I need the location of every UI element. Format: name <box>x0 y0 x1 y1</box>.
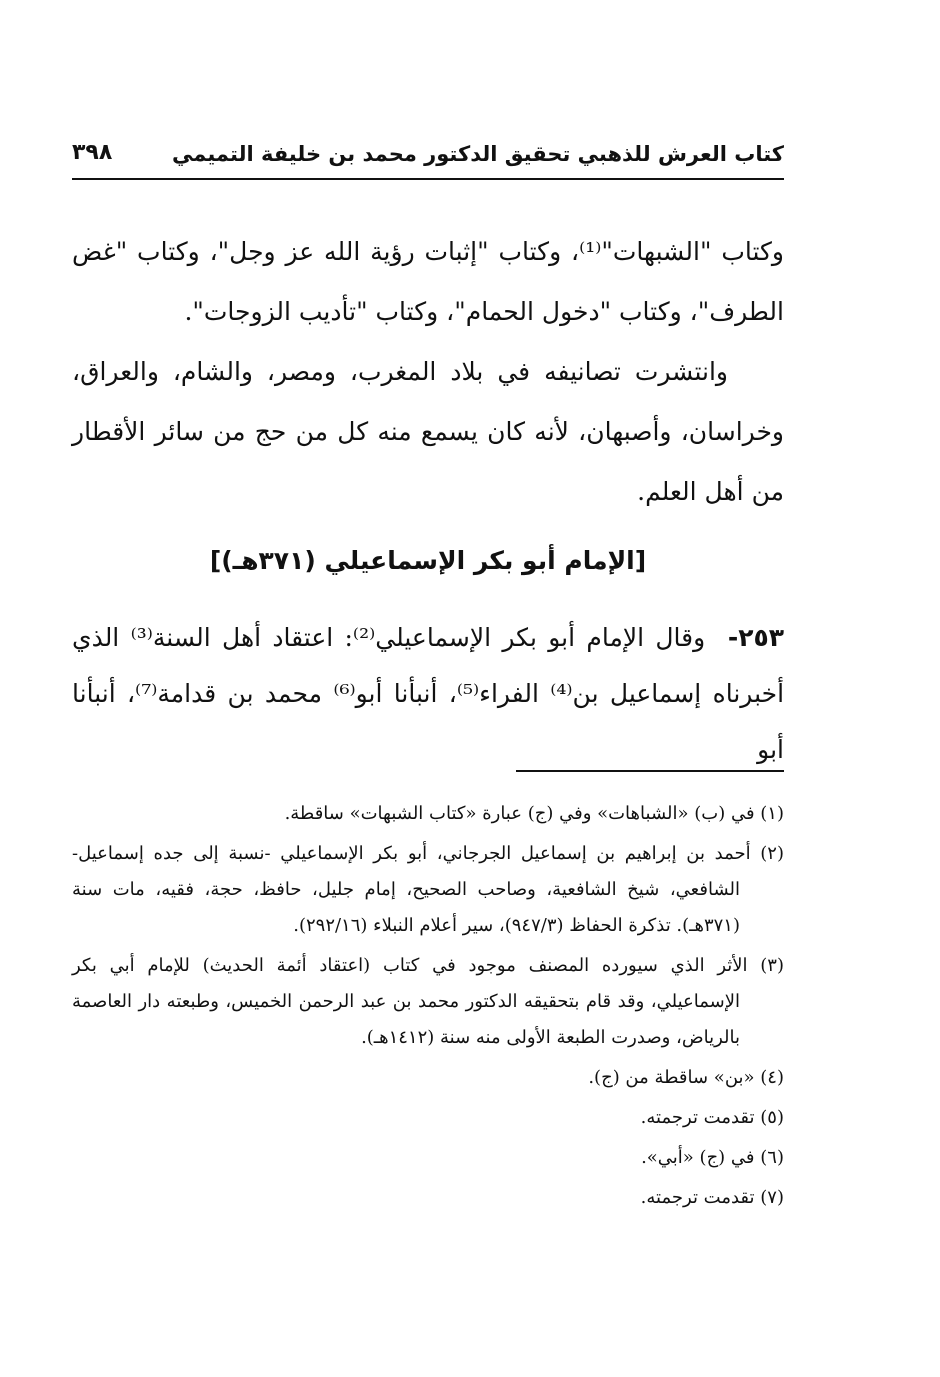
footnotes <box>72 796 784 1220</box>
entry-paragraph <box>72 610 784 778</box>
body-text <box>72 222 784 522</box>
entry-text: وقال الإمام أبو بكر الإسماعيلي⁽²⁾: اعتقاد أهل السنة⁽³⁾ الذي أخبرناه إسماعيل بن⁽⁴⁾ الفراء⁽⁵⁾، أنبأنا أبو⁽⁶⁾ محمد بن قدامة⁽⁷⁾، أنبأنا أبو <box>72 623 785 764</box>
header-title: كتاب العرش للذهبي تحقيق الدكتور محمد بن خليفة التميمي <box>172 142 784 166</box>
numbered-entry <box>72 610 784 778</box>
footnote-4: (٤) «بن» ساقطة من (ج). <box>588 1067 784 1088</box>
footnote-1: (١) في (ب) «الشباهات» وفي (ج) عبارة «كتاب الشبهات» ساقطة. <box>284 803 784 824</box>
footnote-3: (٣) الأثر الذي سيورده المصنف موجود في كتاب (اعتقاد أئمة الحديث) للإمام أبي بكر الإسماعيلي، وقد قام بتحقيقه الدكتور محمد بن عبد الرحمن الخميس، وطبعته دار العاصمة بالرياض، وصدرت الطبعة الأولى منه سنة (١٤١٢هـ). <box>72 955 784 1048</box>
footnote-divider <box>516 770 784 772</box>
running-header <box>72 138 784 180</box>
paragraph: وانتشرت تصانيفه في بلاد المغرب، ومصر، والشام، والعراق، وخراسان، وأصبهان، لأنه كان يسمع منه كل من حج من سائر الأقطار من أهل العلم. <box>72 357 784 506</box>
footnote-5: (٥) تقدمت ترجمته. <box>640 1107 784 1128</box>
page-number: ٣٩٨ <box>72 140 113 165</box>
paragraph: وكتاب "الشبهات"⁽¹⁾، وكتاب "إثبات رؤية الله عز وجل"، وكتاب "غض الطرف"، وكتاب "دخول الحمام"، وكتاب "تأديب الزوجات". <box>72 237 785 326</box>
entry-number: ٢٥٣- <box>727 623 784 652</box>
section-heading: [الإمام أبو بكر الإسماعيلي (٣٧١هـ)] <box>209 546 647 575</box>
footnote-2: (٢) أحمد بن إبراهيم بن إسماعيل الجرجاني، أبو بكر الإسماعيلي -نسبة إلى جده إسماعيل- الشافعي، شيخ الشافعية، وصاحب الصحيح، إمام جليل، حافظ، حجة، فقيه، مات سنة (٣٧١هـ). تذكرة الحفاظ (٩٤٧/٣)، سير أعلام النبلاء (٢٩٢/١٦). <box>72 843 784 936</box>
footnote-7: (٧) تقدمت ترجمته. <box>640 1187 784 1208</box>
footnote-6: (٦) في (ج) «أبي». <box>641 1147 784 1168</box>
